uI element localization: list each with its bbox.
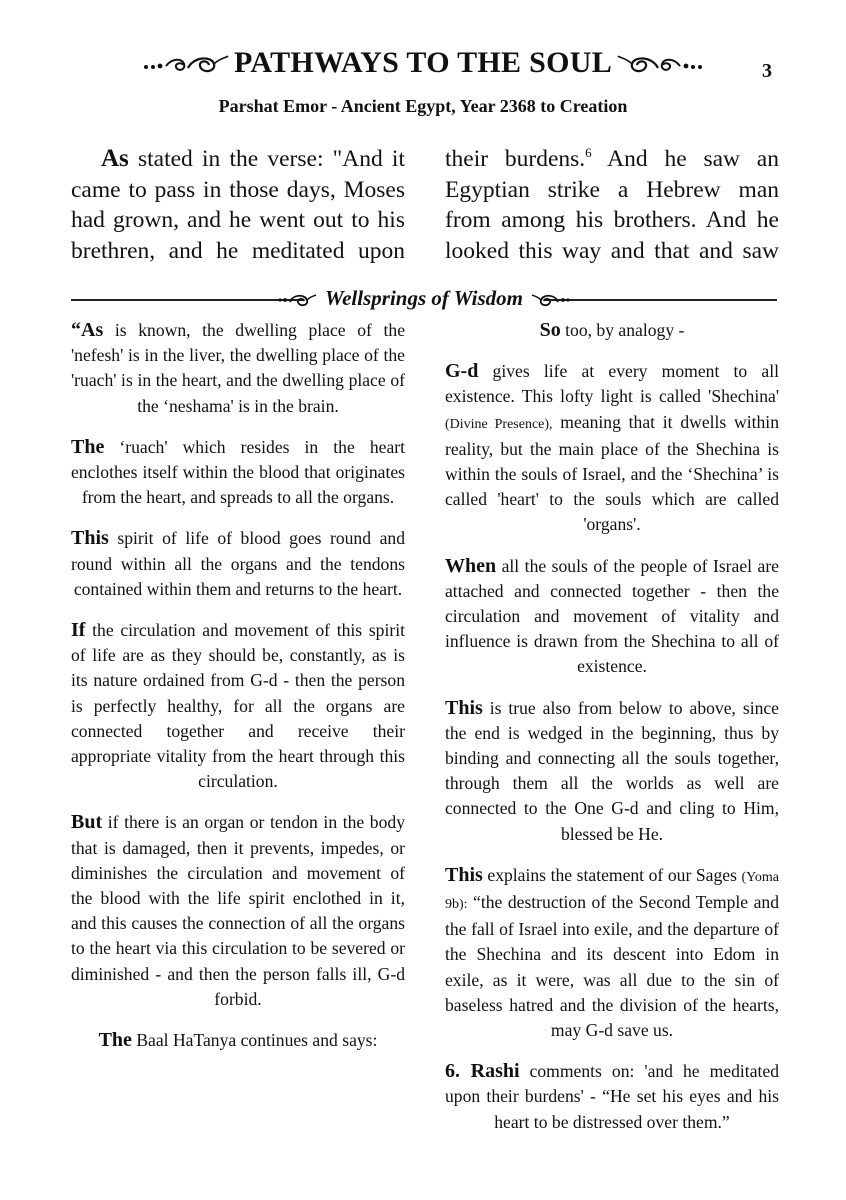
footnote-marker: 6	[585, 145, 592, 161]
paragraph	[445, 554, 779, 680]
left-flourish-icon	[142, 52, 230, 74]
paragraph-text: meaning that it dwells within reality, but the main place of the Shechina is within the souls of Israel, and the ‘Shechina’ is called 'heart' to the souls which are called 'organs'.	[445, 411, 779, 535]
footnote-text: comments on: 'and he meditated upon their burdens' - “He set his eyes and his heart to be distressed over them.”	[445, 1061, 779, 1132]
paragraph	[71, 618, 405, 794]
paragraph-aside: (Divine Presence),	[445, 416, 553, 432]
paragraph	[445, 696, 779, 847]
right-flourish-icon	[616, 52, 704, 74]
intro-right-text-a: their burdens.	[445, 146, 586, 172]
paragraph	[445, 863, 779, 1043]
footnote	[445, 1059, 779, 1135]
intro-right-text-b: And he saw an Egyptian strike a Hebrew man from among his brothers. And he looked this way and that and saw	[445, 146, 779, 264]
paragraph	[71, 435, 405, 511]
paragraph-lead: The	[98, 1029, 132, 1052]
paragraph-text: if there is an organ or tendon in the body that is damaged, then it prevents, impedes, or diminishes the circulation and movement of the blood with the life spirit enclothed in it, and this causes the connection of all the organs to the heart via this circulation to be severed or diminished - and then the person falls ill, G-d forbid.	[71, 812, 405, 1009]
paragraph-text: explains the statement of our Sages	[482, 864, 742, 885]
page-title: PATHWAYS TO THE SOUL	[233, 46, 613, 79]
paragraph-text: ‘ruach' which resides in the heart enclothes itself within the blood that originates from the heart, and spreads to all the organs.	[71, 436, 405, 508]
paragraph-lead: This	[445, 863, 483, 886]
paragraph	[71, 318, 405, 419]
page-header	[0, 46, 846, 96]
paragraph	[445, 359, 779, 537]
section-heading	[259, 286, 589, 311]
paragraph	[71, 810, 405, 1012]
paragraph-lead: So	[539, 319, 561, 341]
title-row	[130, 46, 716, 80]
paragraph-lead: This	[445, 696, 483, 719]
paragraph	[445, 318, 779, 343]
page-number: 3	[762, 60, 772, 82]
paragraph	[71, 1028, 405, 1053]
intro-lead-word: As	[101, 145, 129, 172]
left-scroll-icon	[277, 290, 317, 308]
intro-right-column	[445, 144, 779, 266]
paragraph-lead: The	[71, 435, 105, 458]
paragraph-lead: But	[71, 811, 103, 834]
paragraph-text: too, by analogy -	[560, 320, 685, 340]
paragraph-text: all the souls of the people of Israel are attached and connected together - then the circulation and movement of vitality and influence is drawn from the Shechina to all of existence.	[445, 555, 779, 677]
section-divider	[71, 286, 777, 314]
paragraph-text: is true also from below to above, since the end is wedged in the beginning, thus by binding and connecting all the souls together, through them all the worlds as well are connected to the One G-d and cling to Him, blessed be He.	[445, 697, 779, 844]
paragraph-lead: “As	[71, 319, 104, 341]
paragraph	[71, 526, 405, 602]
paragraph-lead: This	[71, 527, 109, 550]
footnote-lead: 6. Rashi	[445, 1060, 520, 1083]
intro-left-column	[71, 144, 405, 266]
paragraph-text: Baal HaTanya continues and says:	[131, 1030, 378, 1051]
paragraph-text: is known, the dwelling place of the 'nefesh' is in the liver, the dwelling place of the 'ruach' is in the heart, and the dwelling place of the ‘neshama' is in the brain.	[71, 320, 405, 416]
paragraph-lead: G-d	[445, 360, 479, 383]
intro-left-text: stated in the verse: "And it came to pass in those days, Moses had grown, and he went out to his brethren, and he meditated upon	[71, 146, 405, 264]
paragraph-text: “the destruction of the Second Temple and the fall of Israel into exile, and the departure of the Shechina and its descent into Edom in exile, as it were, was all due to the sin of baseless hatred and the division of the hearts, may G-d save us.	[445, 892, 779, 1041]
paragraph-text: spirit of life of blood goes round and round within all the organs and the tendons contained within them and returns to the heart.	[71, 528, 405, 599]
source-citation: (Yoma 9b):	[445, 869, 779, 913]
right-scroll-icon	[531, 290, 571, 308]
paragraph-lead: When	[445, 554, 497, 577]
paragraph-lead: If	[71, 619, 86, 642]
page-subtitle: Parshat Emor - Ancient Egypt, Year 2368 to Creation	[218, 96, 628, 116]
left-column	[71, 318, 405, 1069]
right-column	[445, 318, 779, 1151]
paragraph-text: the circulation and movement of this spirit of life are as they should be, constantly, as is its nature ordained from G-d - then the person is perfectly healthy, for all the organs are connected together and receive their appropriate vitality from the heart through this circulation.	[71, 620, 405, 792]
section-title: Wellsprings of Wisdom	[325, 286, 523, 310]
paragraph-text: gives life at every moment to all existence. This lofty light is called 'Shechina'	[445, 361, 779, 407]
